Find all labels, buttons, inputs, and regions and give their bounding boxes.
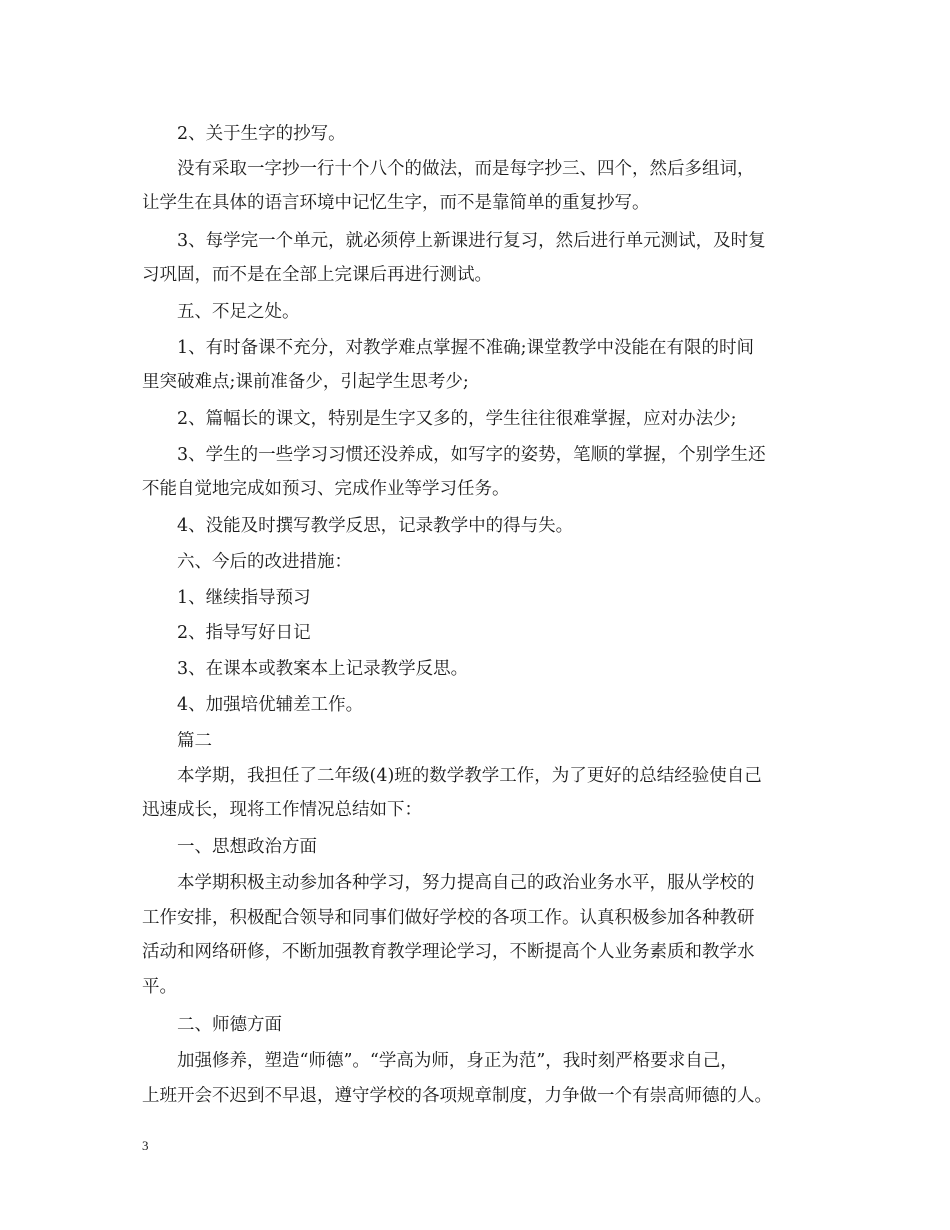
text-line: 没有采取一字抄一行十个八个的做法，而是每字抄三、四个，然后多组词， — [177, 159, 755, 179]
text-line: 3、在课本或教案本上记录教学反思。 — [177, 659, 469, 679]
text-line: 1、继续指导预习 — [177, 588, 311, 608]
text-line: 工作安排，积极配合领导和同事们做好学校的各项工作。认真积极参加各种教研 — [142, 908, 755, 928]
text-line: 不能自觉地完成如预习、完成作业等学习任务。 — [142, 479, 510, 499]
text-line: 4、没能及时撰写教学反思，记录教学中的得与失。 — [177, 516, 574, 536]
text-line: 2、指导写好日记 — [177, 623, 311, 643]
text-line: 二、师德方面 — [177, 1015, 282, 1035]
text-line: 让学生在具体的语言环境中记忆生字，而不是靠简单的重复抄写。 — [142, 193, 650, 213]
text-line: 3、每学完一个单元，就必须停上新课进行复习，然后进行单元测试，及时复 — [177, 231, 766, 251]
text-line: 六、今后的改进措施： — [177, 552, 352, 572]
text-line: 本学期，我担任了二年级(4)班的数学教学工作，为了更好的总结经验使自己 — [177, 766, 762, 786]
text-line: 一、思想政治方面 — [177, 837, 317, 857]
text-line: 1、有时备课不充分，对教学难点掌握不准确;课堂教学中没能在有限的时间 — [177, 338, 755, 358]
text-line: 习巩固，而不是在全部上完课后再进行测试。 — [142, 265, 492, 285]
section-heading: 篇二 — [177, 731, 212, 751]
text-line: 加强修养，塑造“师德”。“学高为师，身正为范”，我时刻严格要求自己， — [177, 1051, 738, 1071]
text-line: 平。 — [142, 977, 177, 997]
text-line: 迅速成长，现将工作情况总结如下： — [142, 800, 422, 820]
text-line: 2、关于生字的抄写。 — [177, 124, 346, 144]
text-line: 活动和网络研修，不断加强教育教学理论学习，不断提高个人业务素质和教学水 — [142, 942, 755, 962]
page-number: 3 — [142, 1138, 149, 1153]
text-line: 2、篇幅长的课文，特别是生字又多的，学生往往很难掌握，应对办法少; — [177, 409, 737, 429]
text-line: 里突破难点;课前准备少，引起学生思考少; — [142, 372, 469, 392]
text-line: 本学期积极主动参加各种学习，努力提高自己的政治业务水平，服从学校的 — [177, 873, 755, 893]
text-line: 上班开会不迟到不早退，遵守学校的各项规章制度，力争做一个有崇高师德的人。 — [142, 1086, 772, 1106]
text-line: 五、不足之处。 — [177, 302, 300, 322]
text-line: 4、加强培优辅差工作。 — [177, 695, 364, 715]
text-line: 3、学生的一些学习习惯还没养成，如写字的姿势，笔顺的掌握，个别学生还 — [177, 445, 766, 465]
